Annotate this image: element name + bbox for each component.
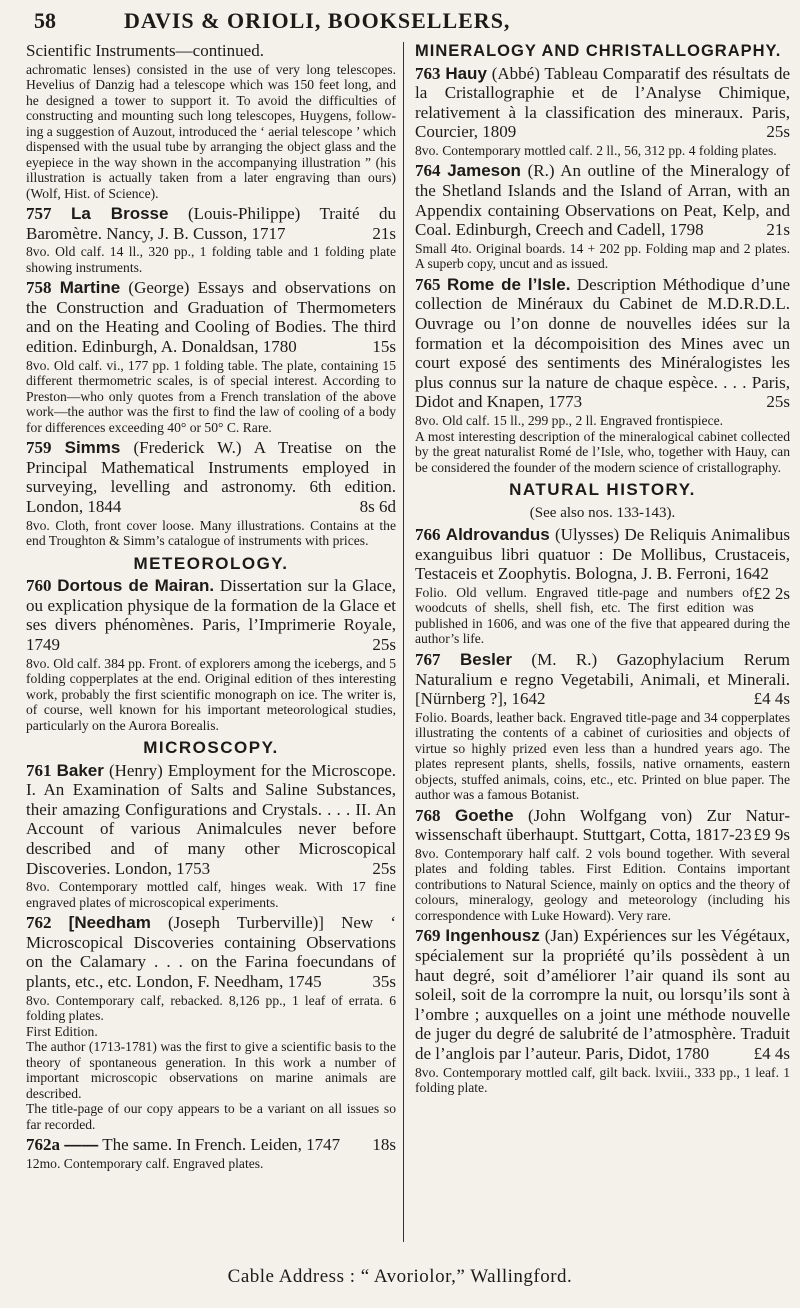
title-text: (M. R.) Gazophylacium Rerum Naturalium e regno Vegetabili, Animali, et Minerali. [Nürnberg ?], 1642 <box>415 649 790 709</box>
description: Folio. Old vellum. Engraved title-page and numbers of woodcuts of shells, shell fish, etc. The first edition was published in 1606, and was one of the five that appeared during the author’s life. <box>415 584 790 647</box>
lot-762a <box>26 1136 396 1171</box>
lot-number: 757 <box>26 204 52 224</box>
lot-number: 758 <box>26 278 52 298</box>
note: A most interesting description of the mineralogical cabinet collected by the great naturalist Romé de l’Isle, who, together with Hauy, can be considered the founder of the modern science of cristallography. <box>415 428 790 475</box>
author-name: Goethe <box>454 805 514 825</box>
price: 25s <box>372 858 396 878</box>
edition-note: First Edition. <box>26 1023 98 1039</box>
section-heading-natural-history: NATURAL HISTORY. <box>509 480 696 499</box>
lot-762 <box>26 914 396 1132</box>
price: £4 4s <box>753 1044 790 1063</box>
lot-number: 760 <box>26 576 52 596</box>
title-text: (Frederick W.) A Treatise on the Principal Mathematical Instruments employed in surveying, levelling and astronomy. 6th edition. London, 1844 <box>26 438 396 516</box>
lot-number: 763 <box>415 63 441 83</box>
author-name: Baker <box>56 760 104 780</box>
author-name: [Needham <box>68 913 151 933</box>
description: 8vo. Old calf. 14 ll., 320 pp., 1 folding table and 1 folding plate showing instruments. <box>26 244 396 275</box>
lot-769 <box>415 927 790 1095</box>
price: £2 2s <box>753 583 790 603</box>
column-divider <box>403 42 404 1242</box>
price: 8s 6d <box>359 496 396 516</box>
author-name: Rome de l’Isle. <box>446 274 571 294</box>
continued-text: achromatic lenses) consisted in the use of very long telescopes. Hevelius of Danzig had a telescope which was 150 feet long, and he designed a tower to support it. To avoid the difficulties of constructing and mounting such long telescopes, Huygens, following a suggestion of Auzout, introduced the ‘ aerial telescope ’ which dispensed with the usual tube by arranging the object glass and the eyepiece in the way shown in the accompanying illustration ” (his illustration is actually taken from a later engraving than ours) (Wolf, Hist. of Science). <box>26 61 396 201</box>
title-text: The same. In French. Leiden, 1747 <box>102 1135 341 1155</box>
cable-address-footer: Cable Address : “ Avoriolor,” Wallingford. <box>227 1266 573 1287</box>
author-name: La Brosse <box>71 204 169 224</box>
lot-764 <box>415 162 790 271</box>
continued-section <box>26 42 396 201</box>
description: 8vo. Contemporary half calf. 2 vols bound together. With several plates and folding tables. First Edition. Contains important contributions to Natural Science, mainly on optics and the theory of colours, mineralogy, geology and meteorology (including his correspondence with Luke Howard). Very rare. <box>415 845 790 923</box>
page-number: 58 <box>34 8 56 33</box>
page-title: DAVIS & ORIOLI, BOOKSELLERS, <box>124 8 511 33</box>
description: Folio. Boards, leather back. Engraved title-page and 34 copperplates illustrating the contents of a cabinet of curiosities and objects of virtue so highly prized even less than a hundred years ago. The plates represent plants, shells, fossils, native ornaments, eastern objects, stuffed animals, coins, etc., etc. Printed on blue paper. The author was a famous Botanist. <box>415 709 790 803</box>
price: 21s <box>372 223 396 243</box>
title-text: (Ulysses) De Reliquis Animalibus exanguibus libri quatuor : De Mollibus, Crustaceis, Testaceis et Zoophytis. Bologna, J. B. Ferroni, 1642 <box>415 525 790 584</box>
price: 21s <box>766 220 790 240</box>
title-text: (Jan) Expériences sur les Végétaux, spécialement sur la propriété qu’ils possèdent à un haut degré, soit d’améliorer l’air quand ils sont au soleil, soit de la corrompre la nuit, ou lorsqu’ils sont à l’ombre ; auxquelles on a joint une méthode nouvelle de juger du degré de salubrité de l’atmosphère. Traduit de l’anglois par l’auteur. Paris, Didot, 1780 <box>415 926 790 1063</box>
lot-number: 762 <box>26 913 52 933</box>
title-text: (Louis-Philippe) Traité du Baromètre. Nancy, J. B. Cusson, 1717 <box>26 204 397 243</box>
title-text: (Joseph Turberville)] New ‘ Microscopical Discoveries containing Observations on the Calamary . . . on the Farina foecundans of plants, etc., etc. London, F. Needham, 1745 <box>26 913 397 991</box>
title-text: (R.) An outline of the Mineralogy of the Shetland Islands and the Island of Arran, with an Appendix containing Observations on Peat, Kelp, and Coal. Edinburgh, Creech and Cadell, 1798 <box>415 161 791 240</box>
note: The author (1713-1781) was the first to give a scientific basis to the theory of spontaneous generation. In this work a number of important microscopic observations on marine animals are described. <box>26 1039 396 1101</box>
title-text: Description Méthodique d’une collection de Minéraux du Cabinet de M.D.R.D.L. Ouvrage ou l’on donne de nouvelles idées sur la formation et la décompoisition des Mines avec un court exposé des sentiments des Minéralogistes les plus connus sur la nature de chaque espèce. . . . Paris, Didot and Knapen, 1773 <box>415 274 791 412</box>
price: £4 4s <box>753 689 790 709</box>
lot-768 <box>415 807 790 924</box>
lot-758 <box>26 279 396 435</box>
lot-number: 759 <box>26 438 52 458</box>
price: 18s <box>372 1135 396 1155</box>
lot-757 <box>26 205 396 275</box>
author-name: Aldrovandus <box>445 525 550 545</box>
section-heading-microscopy: MICROSCOPY. <box>143 738 279 757</box>
lot-number: 765 <box>415 274 441 294</box>
author-name: Besler <box>459 649 512 669</box>
description: 8vo. Old calf. 15 ll., 299 pp., 2 ll. Engraved frontispiece. <box>415 413 724 428</box>
author-name: Martine <box>59 278 121 298</box>
author-name: Simms <box>64 438 121 458</box>
price: £9 9s <box>753 825 790 845</box>
lot-number: 762a <box>26 1135 60 1155</box>
description: 8vo. Cloth, front cover loose. Many illustrations. Contains at the end Troughton & Simm’s catalogue of instruments with prices. <box>26 517 396 549</box>
author-name: Ingenhousz <box>445 926 540 946</box>
author-name: Dortous de Mairan. <box>57 576 215 596</box>
page-header <box>34 8 780 38</box>
lot-number: 766 <box>415 525 441 545</box>
description: 8vo. Contemporary calf, rebacked. 8,126 pp., 1 leaf of errata. 6 folding plates. <box>26 992 396 1024</box>
description: Small 4to. Original boards. 14 + 202 pp. Folding map and 2 plates. A superb copy, uncut and as issued. <box>415 240 790 272</box>
title-text: (Henry) Employment for the Microscope. I. An Examination of Salts and Saline Substances, their amazing Configurations and Crystals. . . . II. An Account of various Animalcules never before described and of many other Microscopical Discoveries. London, 1753 <box>26 760 397 878</box>
price: 25s <box>372 634 396 654</box>
continued-title: Scientific Instruments—continued. <box>26 41 264 60</box>
description: 8vo. Contemporary mottled calf, hinges weak. With 17 fine engraved plates of microscopical experiments. <box>26 879 396 910</box>
lot-765 <box>415 276 790 475</box>
lot-759 <box>26 439 396 548</box>
author-name: Hauy <box>445 63 487 83</box>
description: 8vo. Old calf. 384 pp. Front. of explorers among the icebergs, and 5 folding copperplates at the end. Original edition of thes interesting work, probably the first scientific monograph on ice. The writer is, of course, well known for his important meteorological studies, particularly on the Aurora Borealis. <box>26 655 396 733</box>
price: 35s <box>372 971 396 991</box>
title-text: Dissertation sur la Glace, ou explication physique de la formation de la Glace et ses divers phénomènes. Paris, l’Imprimerie Royale, 1749 <box>26 576 397 654</box>
description: 8vo. Old calf. vi., 177 pp. 1 folding table. The plate, containing 15 different thermometric scales, is of special interest. According to Preston—who only quotes from a French translation of the above work—the author was the first to find the law of cooling of a body for differences exceeding 40° or 50° C. Rare. <box>26 357 396 435</box>
description: 12mo. Contemporary calf. Engraved plates. <box>26 1155 264 1171</box>
price: 15s <box>372 337 396 357</box>
lot-763 <box>415 65 790 159</box>
left-column <box>26 42 396 1175</box>
lot-number: 764 <box>415 161 441 181</box>
author-name: —— <box>64 1135 99 1155</box>
author-name: Jameson <box>447 161 521 181</box>
lot-760 <box>26 577 396 733</box>
description: 8vo. Contemporary mottled calf, gilt back. lxviii., 333 pp., 1 leaf. 1 folding plate. <box>415 1064 790 1096</box>
note: The title-page of our copy appears to be a variant on all issues so far recorded. <box>26 1101 396 1132</box>
section-heading-meteorology: METEOROLOGY. <box>133 553 289 573</box>
title-text: (Abbé) Tableau Comparatif des résultats de la Cristallographie et de l’Analyse Chimique, relativement à la classification des mineraux. Paris, Courcier, 1809 <box>415 63 791 142</box>
title-text: (George) Essays and observations on the Construction and Graduation of Thermometers and on the Heating and Cooling of Bodies. The third edition. Edinburgh, A. Donaldsan, 1780 <box>26 278 397 357</box>
price: 25s <box>766 122 790 142</box>
lot-number: 768 <box>415 805 441 825</box>
lot-761 <box>26 762 396 911</box>
title-text: (John Wolfgang von) Zur Naturwissenschaft überhaupt. Stuttgart, Cotta, 1817-23 <box>415 805 791 845</box>
right-column <box>415 42 790 1100</box>
description: 8vo. Contemporary mottled calf. 2 ll., 56, 312 pp. 4 folding plates. <box>415 142 777 158</box>
price: 25s <box>766 392 790 412</box>
lot-number: 761 <box>26 760 52 780</box>
lot-number: 769 <box>415 926 441 946</box>
see-also-note: (See also nos. 133-143). <box>529 504 676 521</box>
lot-767 <box>415 651 790 803</box>
lot-number: 767 <box>415 649 441 669</box>
section-heading-mineralogy: MINERALOGY AND CHRISTALLOGRAPHY. <box>415 42 782 60</box>
lot-766 <box>415 526 790 647</box>
